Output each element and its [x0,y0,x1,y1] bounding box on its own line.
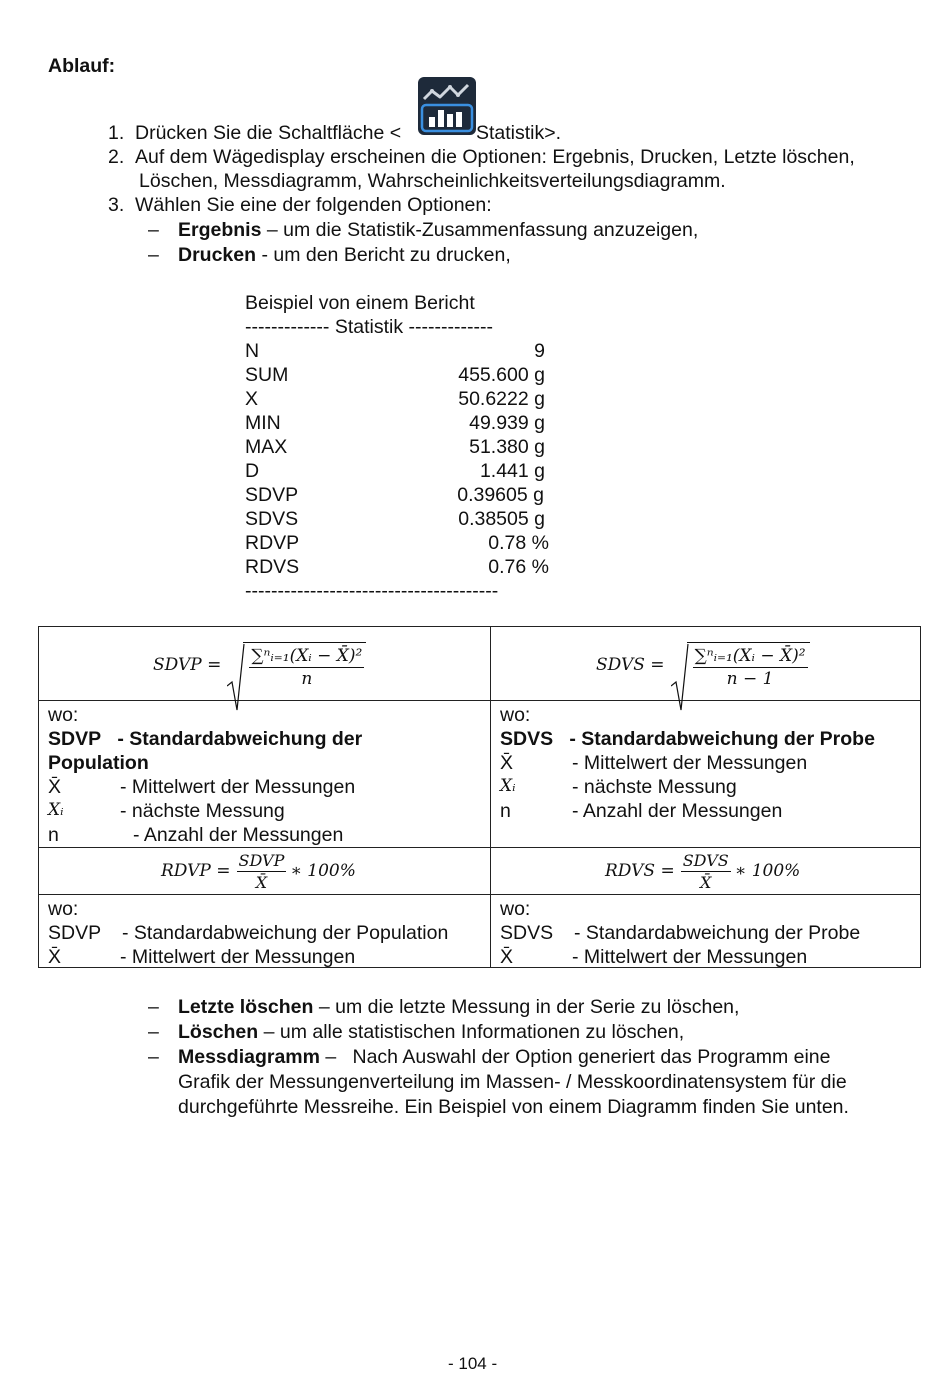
report-key: RDVP [245,532,300,554]
legend-symbol: Xᵢ [48,800,64,820]
formula-denominator: X̄ [255,872,268,892]
report-row [245,364,555,388]
report-header: ------------- Statistik ------------- [245,316,493,338]
option-label: Ergebnis [178,219,262,241]
report-row [245,388,555,412]
section-heading: Ablauf: [48,55,116,77]
report-key: SDVS [245,508,299,530]
option-description: - um den Bericht zu drucken, [256,244,511,266]
statistics-icon [418,77,476,135]
sdvp-title [48,728,362,751]
sqrt-sign [671,642,810,689]
formula-lhs: RDVS = [605,861,675,881]
report-key: X [245,388,259,410]
legend-text: - Mittelwert der Messungen [572,752,808,774]
report-row [245,412,555,436]
option-label: Löschen [178,1021,259,1043]
option-letzte-loeschen [178,996,739,1019]
legend-text: - Mittelwert der Messungen [120,776,356,798]
report-row [245,460,555,484]
option-messdiagramm [178,1046,831,1069]
legend-text: - Mittelwert der Messungen [572,946,808,968]
formula-numerator: SDVP [238,850,285,870]
report-row [245,340,555,364]
report-row [245,484,555,508]
formula-table [38,626,921,968]
option-dash: – [148,1046,159,1068]
table-divider [39,700,920,701]
legend-symbol: X̄ [48,946,62,968]
legend-symbol: X̄ [500,946,514,968]
legend-text: - Standardabweichung der Probe [574,922,861,944]
report-value: 51.380 g [469,436,545,458]
option-dash: – [148,244,159,266]
sdvp-formula [153,631,366,699]
option-dash: – [148,996,159,1018]
formula-rest: ∗ 100% [290,861,356,881]
report-key: RDVS [245,556,300,578]
sqrt-sign [227,642,366,689]
report-value: 0.78 % [488,532,549,554]
legend-text: - Mittelwert der Messungen [120,946,356,968]
report-row [245,436,555,460]
formula-numerator: ∑ⁿᵢ₌₁(Xᵢ − X̄)² [251,645,363,666]
option-description-line-2: Grafik der Messungenverteilung im Massen- / Messkoordinatensystem für die [178,1071,847,1093]
legend-text: - nächste Messung [120,800,285,822]
formula-lhs: SDVS = [596,655,665,675]
report-value: 455.600 g [458,364,545,386]
sdvs-title-text: - Standardabweichung der Probe [569,728,875,750]
rdvs-formula [605,848,800,894]
report-value: 50.6222 g [458,388,545,410]
step-1-number: 1. [108,122,125,144]
report-value: 49.939 g [469,412,545,434]
legend-symbol: Xᵢ [500,776,516,796]
formula-denominator: n [301,668,313,689]
legend-text: - Anzahl der Messungen [133,824,344,846]
sdvs-title [500,728,875,751]
where-label: wo: [500,704,531,726]
option-description-line-3: durchgeführte Messreihe. Ein Beispiel von einem Diagramm finden Sie unten. [178,1096,849,1118]
report-title: Beispiel von einem Bericht [245,292,475,314]
step-3-text: Wählen Sie eine der folgenden Optionen: [135,194,492,216]
report-key: N [245,340,260,362]
legend-symbol: X̄ [500,752,514,774]
option-loeschen [178,1021,684,1044]
formula-denominator: n − 1 [726,668,774,689]
report-key: MIN [245,412,281,434]
option-description: – Nach Auswahl der Option generiert das Programm eine [319,1046,831,1068]
where-label: wo: [48,704,79,726]
report-footer: --------------------------------------- [245,580,499,602]
report-key: SDVP [245,484,299,506]
step-1-text-after: Statistik>. [476,122,562,144]
report-value: 1.441 g [479,460,545,482]
legend-symbol: X̄ [48,776,62,798]
report-row [245,508,555,532]
legend-symbol: SDVS [500,922,554,944]
option-description: – um die letzte Messung in der Serie zu löschen, [313,996,740,1018]
report-value: 0.38505 g [458,508,545,530]
option-dash: – [148,219,159,241]
legend-text: - Standardabweichung der Population [122,922,449,944]
sdvp-title-text: - Standardabweichung der [117,728,363,750]
formula-lhs: SDVP = [153,655,222,675]
legend-symbol: n [48,824,59,846]
where-label: wo: [48,898,79,920]
legend-text: - Anzahl der Messungen [572,800,783,822]
table-divider [490,627,491,967]
sdvs-abbr: SDVS [500,728,554,750]
formula-denominator: X̄ [700,872,712,892]
option-label: Drucken [178,244,257,266]
step-1-text-before: Drücken Sie die Schaltfläche < [135,122,402,144]
option-drucken [178,244,511,267]
report-value: 0.39605 g [457,484,544,506]
page-number: - 104 - [448,1354,498,1373]
step-2-number: 2. [108,146,125,168]
formula-lhs: RDVP = [161,861,231,881]
report-key: MAX [245,436,288,458]
legend-text: - nächste Messung [572,776,737,798]
where-label: wo: [500,898,531,920]
option-label: Messdiagramm [178,1046,320,1068]
option-description: – um die Statistik-Zusammenfassung anzuzeigen, [261,219,699,241]
report-value: 9 [534,340,545,362]
option-description: – um alle statistischen Informationen zu löschen, [258,1021,685,1043]
report-row [245,556,555,580]
option-label: Letzte löschen [178,996,314,1018]
sdvs-formula [596,631,810,699]
sdvp-abbr: SDVP [48,728,102,750]
formula-numerator: SDVS [682,850,729,870]
formula-rest: ∗ 100% [734,861,801,881]
table-divider [39,894,920,895]
report-row [245,532,555,556]
step-2-line-1: Auf dem Wägedisplay erscheinen die Optionen: Ergebnis, Drucken, Letzte löschen, [135,146,855,168]
step-2-line-2: Löschen, Messdiagramm, Wahrscheinlichkeitsverteilungsdiagramm. [139,170,726,192]
rdvp-formula [161,848,356,894]
formula-numerator: ∑ⁿᵢ₌₁(Xᵢ − X̄)² [694,645,806,666]
report-value: 0.76 % [488,556,549,578]
report-key: D [245,460,260,482]
option-ergebnis [178,219,698,242]
sdvp-title-line-2: Population [48,752,149,774]
legend-symbol: n [500,800,511,822]
report-key: SUM [245,364,289,386]
step-3-number: 3. [108,194,125,216]
legend-symbol: SDVP [48,922,102,944]
option-dash: – [148,1021,159,1043]
